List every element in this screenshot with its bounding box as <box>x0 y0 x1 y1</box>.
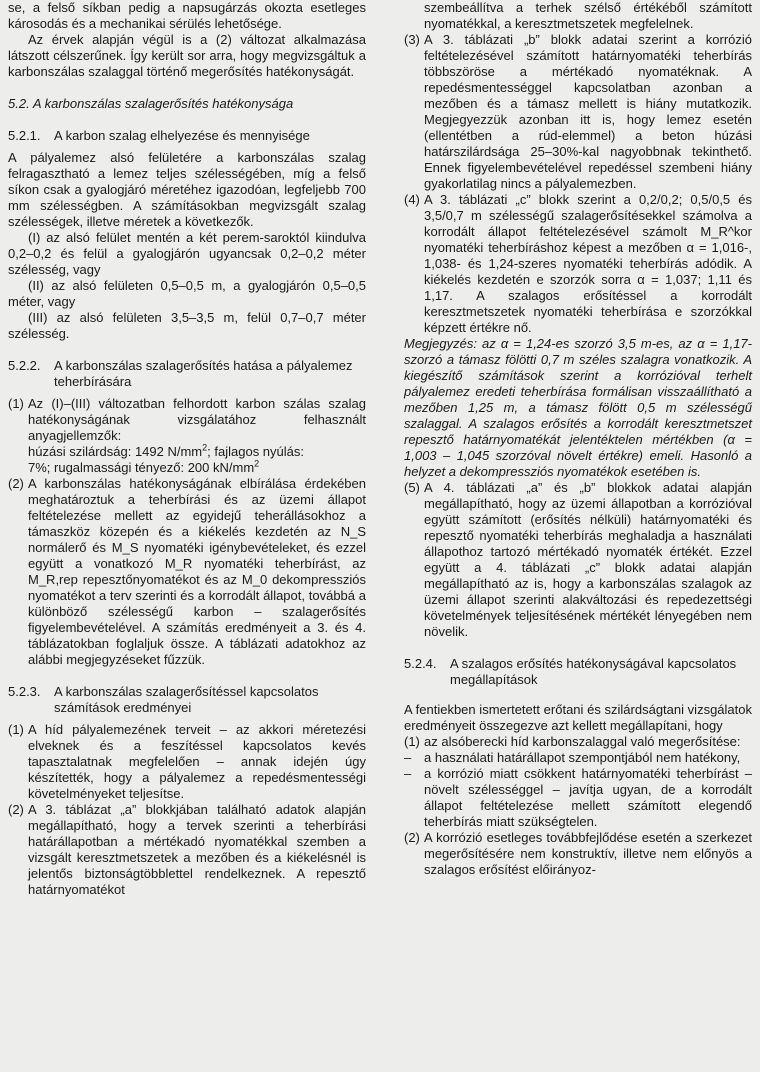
unit-exponent: 2 <box>254 458 260 469</box>
list-item-1 <box>8 722 366 802</box>
item-label: (1) <box>8 722 24 737</box>
right-column <box>404 0 752 878</box>
list-item-5 <box>404 480 752 640</box>
unit-exponent: 2 <box>202 442 208 453</box>
heading-5-2-1 <box>8 128 366 144</box>
item-text: az alsóberecki híd karbonszalaggal való megerősítése: <box>424 734 741 749</box>
note-label: Megjegyzés: <box>404 336 477 351</box>
item-label: (2) <box>404 830 420 845</box>
dash-item-1 <box>404 750 752 766</box>
heading-number: 5.2.4. <box>404 656 437 671</box>
dash-text: a használati határállapot szempontjából nem hatékony, <box>424 750 741 765</box>
note <box>404 336 752 480</box>
heading-text: A szalagos erősítés hatékonyságával kapcsolatos megállapítások <box>450 656 737 687</box>
paragraph-continued: szembeállítva a terhek szélső értékéből számított nyomatékkal, a keresztmetszetek megfelelnek. <box>424 0 752 31</box>
heading-number: 5.2.2. <box>8 358 41 373</box>
heading-5-2: 5.2. A karbonszálas szalagerősítés hatékonysága <box>8 96 294 111</box>
item-label: (1) <box>404 734 420 749</box>
heading-5-2-3 <box>8 684 366 716</box>
modulus-line: 7%; rugalmassági tényező: 200 kN/mm <box>28 460 255 475</box>
list-item-2 <box>8 476 366 668</box>
item-label: (3) <box>404 32 420 47</box>
dash-item-2 <box>404 766 752 830</box>
heading-number: 5.2.3. <box>8 684 41 699</box>
paragraph-5-2-4: A fentiekben ismertetett erőtani és szilárdságtani vizsgálatok eredményeit összegezve azt kellett megállapítani, hogy <box>404 702 752 733</box>
heading-5-2-4 <box>404 656 752 688</box>
paragraph-intro: se, a felső síkban pedig a napsugárzás okozta esetleges károsodás és a mechanikai sérülés lehetősége. <box>8 0 366 31</box>
item-label: (5) <box>404 480 420 495</box>
item-text: A korrózió esetleges továbbfejlődése esetén a szerkezet megerősítésére nem konstruktív, illetve nem előnyös a szalagos erősítést előirányoz- <box>424 830 752 877</box>
heading-text: A karbon szalag elhelyezése és mennyisége <box>54 128 310 143</box>
item-text: A híd pályalemezének terveit – az akkori méretezési elveknek és a feszítéssel kapcsolatos kevés tapasztalatnak megfelelően – annak idején úgy készítették, hogy a pályalemez a repedésmentességi követelményeket teljesítse. <box>28 722 366 801</box>
item-label: (4) <box>404 192 420 207</box>
paragraph-5-2-1: A pályalemez alsó felületére a karbonszálas szalag felragasztható a lemez teljes szélességében, míg a felső síkon csak a gyalogjáró méretéhez igazodóan, legfeljebb 700 mm szélességben. A számításokban megvizsgált szalag szélességek, illetve méretek a következők. <box>8 150 366 229</box>
option-ii: (II) az alsó felületen 0,5–0,5 m, a gyalogjárón 0,5–0,5 méter, vagy <box>8 278 366 309</box>
paragraph-arguments: Az érvek alapján végül is a (2) változat alkalmazása látszott célszerűnek. Így került sor arra, hogy megvizsgáltuk a karbonszálas szalaggal történő megerősítés hatékonyságát. <box>8 32 366 79</box>
item-text: A 3. táblázati „b” blokk adatai szerint a korrózió feltételezésével számított határnyomatéki teherbírás többszöröse a mértékadó nyomatéknak. A repedésmentességgel kapcsolatban azonban a mezőben és a támasz mellett is hiány mutatkozik. Megjegyezzük azonban itt is, hogy lemez esetén (ellentétben a rúd-elemmel) a beton húzási határszilárdsága 25–30%-kal nagyobbnak tekinthető. Ennek figyelembevételével repedéssel szembeni hiány gyakorlatilag nincs a pályalemezben. <box>424 32 752 191</box>
list-item-1 <box>404 734 752 750</box>
heading-text: A karbonszálas szalagerősítéssel kapcsolatos számítások eredményei <box>54 684 319 715</box>
item-label: (2) <box>8 476 24 491</box>
item-text: A karbonszálas hatékonyságának elbírálása érdekében meghatároztuk a teherbírási és az üzemi állapot feltételezése mellett az egyidejű teherállásokhoz a támaszköz közepén és a kiékelés kezdetén az N_S normálerő és M_S nyomatéki igénybevételeket, és ezzel együtt a vonatkozó M_R nyomatéki teherbírást, az M_R,rep repesztőnyomatékot és az M_0 dekompressziós nyomatékot a terv szerinti és a korrodált állapot, továbbá a különböző szélességű karbon – szalagerősítés figyelembevételével. A számítás eredményeit a 3. és 4. táblázatokban foglaljuk össze. A táblázati adatokhoz az alábbi megjegyzéseket fűzzük. <box>28 476 366 667</box>
list-item-4 <box>404 192 752 336</box>
item-label: (2) <box>8 802 24 817</box>
list-item-3 <box>404 32 752 192</box>
elongation-label: ; fajlagos nyúlás: <box>207 444 304 459</box>
list-item-2 <box>404 830 752 878</box>
dash-text: a korrózió miatt csökkent határnyomatéki teherbírást – növelt szélességgel – javítja ugyan, de a korrodált állapot feltételezése mellett számított elegendő teherbírás miatt szükségtelen. <box>424 766 752 829</box>
item-text: A 4. táblázati „a” és „b” blokkok adatai alapján megállapítható, hogy az üzemi állapotban a korrózióval együtt számított (erősítés nélküli) határnyomatéki és repesztő nyomatéki teherbírás meghaladja a használati állapothoz tartozó mértékadó nyomaték értékét. Ezzel együtt a 4. táblázati „c” blokk adatai alapján megállapítható az is, hogy a karbonszálas szalagok az üzemi állapot szerinti alakváltozási és repedezettségi követelmények teljesítésének mértékét lényegében nem növelik. <box>424 480 752 639</box>
note-text: az α = 1,24-es szorzó 3,5 m-es, az α = 1,17-szorzó a támasz fölötti 0,7 m széles szalagra vonatkozik. A kiegészítő számítások szerint a korrózióval terhelt pályalemez eredeti teherbírása formálisan visszaállítható a mezőben 1,25 m, a támasz fölött 0,5 m szélességű szalaggal. A szalagos erősítés a korrodált keresztmetszet repesztő határnyomatékát jelentéktelen mértékben (α = 1,003 – 1,045 szorzóval növelt értékre) emeli. Hasonló a helyzet a dekompressziós nyomatékok esetében is. <box>404 336 752 479</box>
list-item-2 <box>8 802 366 898</box>
tensile-strength: húzási szilárdság: 1492 N/mm <box>28 444 203 459</box>
list-item-1 <box>8 396 366 476</box>
heading-text: A karbonszálas szalagerősítés hatása a pályalemez teherbírására <box>54 358 353 389</box>
heading-5-2-2 <box>8 358 366 390</box>
left-column <box>8 0 366 898</box>
item-label: (1) <box>8 396 24 411</box>
dash-label: – <box>404 766 412 781</box>
item-text: A 3. táblázati „c” blokk szerint a 0,2/0,2; 0,5/0,5 és 3,5/0,7 m szélességű szalagerősítésekkel számolva a korrodált állapot feltételezésével számolt M_R^kor nyomatéki teherbíráshoz képest a mezőben α = 1,016-, 1,038- és 1,24-szeres nyomatéki teherbírás adódik. A kiékelés kezdetén e szorzók sorra α = 1,037; 1,11 és 1,17. A szalagos erősítéssel a korrodált keresztmetszetek nyomatéki teherbírása e szorzókkal képzett értékre nő. <box>424 192 752 335</box>
dash-label: – <box>404 750 412 765</box>
option-iii: (III) az alsó felületen 3,5–3,5 m, felül 0,7–0,7 méter szélesség. <box>8 310 366 341</box>
option-i: (I) az alsó felület mentén a két perem-saroktól kiindulva 0,2–0,2 és felül a gyalogjárón ugyancsak 0,2–0,2 méter szélesség, vagy <box>8 230 366 277</box>
item-text: A 3. táblázat „a” blokkjában található adatok alapján megállapítható, hogy a tervek szerinti a teherbírási határállapotban a mértékadó nyomatékkal szemben a vizsgált keresztmetszetek a mezőben és a kiékelésnél is jelentős biztonságtöbblettel rendelkeznek. A repesztő határnyomatékot <box>28 802 366 897</box>
item-text: Az (I)–(III) változatban felhordott karbon szálas szalag hatékonyságának vizsgálatához felhasznált anyagjellemzők: <box>28 396 366 443</box>
heading-number: 5.2.1. <box>8 128 41 143</box>
